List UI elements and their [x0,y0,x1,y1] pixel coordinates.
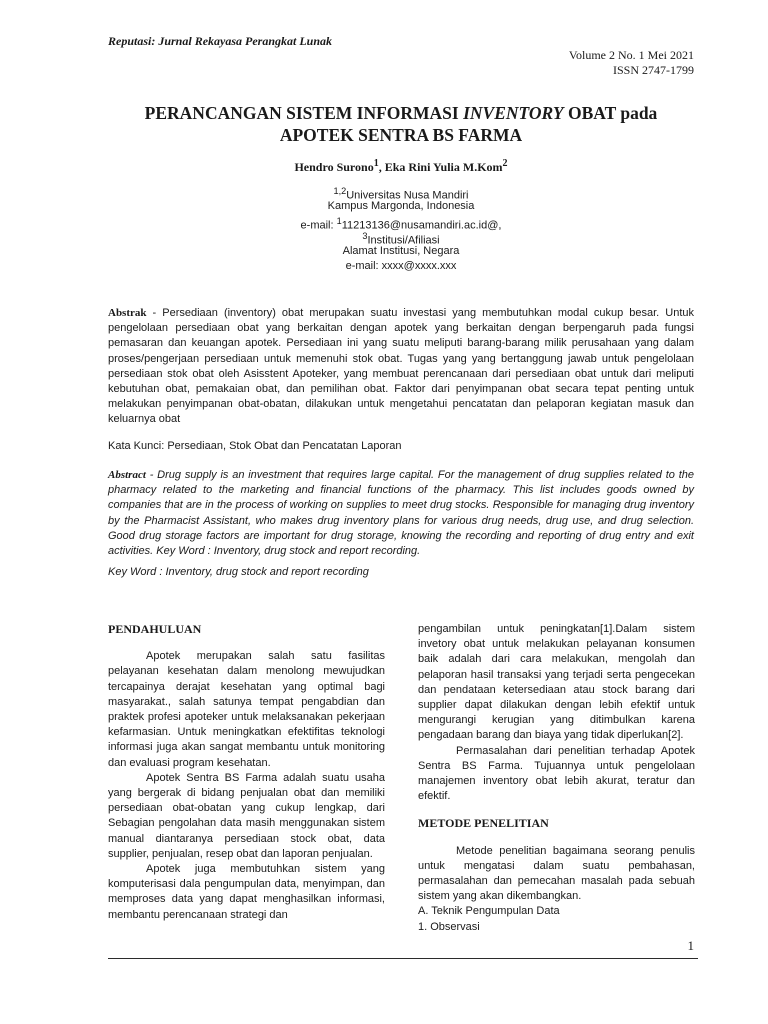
affil-campus: Kampus Margonda, Indonesia [327,200,475,212]
abstract-indonesian [108,306,694,428]
author-1-sup: 1 [373,158,379,169]
abstract-en-label: Abstract [108,469,146,481]
author-1: Hendro Surono [294,160,374,174]
keywords-english: Key Word : Inventory, drug stock and report recording [108,566,369,578]
abstract-text: - Persediaan (inventory) obat merupakan suatu investasi yang membutuhkan modal cukup besar. Untuk pengelolaan persediaan obat yang berkaitan dengan apotek yang berkaitan dengan berpengaruh pada fungsi pemasaran dan keuangan apotek. Persediaan ini yang suatu meliputi barang-barang milik perusahaan yang dalam proses/pengerjaan persediaan untuk memenuhi stok obat. Tugas yang yang bertanggung jawab untuk pengelolaan persediaan stok obat oleh Asisstent Apoteker, yang membuat perencanaan dari persediaan obat untuk dari meliputi kebutuhan obat, pemakaian obat, dan pemilihan obat. Faktor dari penyimpanan obat secara tepat penting untuk melakukan penyimpanan obat-obatan, dilakukan untuk mengetahui pencatatan dan pelaporan kegiatan masuk dan keluarnya obat [108,307,694,426]
page-number: 1 [687,938,694,953]
title-italic: INVENTORY [463,103,564,123]
affil-univ: Universitas Nusa Mandiri [346,189,469,202]
author-list [108,158,694,175]
affil-sup-3: 3 [362,231,368,241]
section-heading-metode: METODE PENELITIAN [418,816,549,831]
author-2: Eka Rini Yulia M.Kom [384,160,503,174]
paragraph: pengambilan untuk peningkatan[1].Dalam sistem invetory obat untuk melakukan pelayanan konsumen baik adalah dari cara melakukan, mengolah dan pelaporan hasil transaksi yang terjadi serta pengecekan dan pendataan ketersediaan atau stock barang dari supplier dapat dilakukan dengan lebih efektif untuk mengurangi kerugian yang ditimbulkan karena pengadaan barang dan biaya yang tidak diperlukan[2]. [418,623,695,742]
right-column [418,622,695,935]
affil-email-2: e-mail: xxxx@xxxx.xxx [345,260,457,272]
list-item: 1. Observasi [418,920,480,933]
paragraph: Apotek juga membutuhkan sistem yang komputerisasi dala pengumpulan data, menyimpan, dan memproses data yang dapat menghasilkan informasi, membantu perencanaan strategi dan [108,863,385,921]
author-separator: , [378,160,385,174]
left-column [108,622,385,923]
affil-email-label: e-mail: [300,219,337,232]
title-line2: APOTEK SENTRA BS FARMA [279,125,523,145]
list-item: A. Teknik Pengumpulan Data [418,905,560,918]
paragraph: Metode penelitian bagaimana seorang penulis untuk mengatasi dalam suatu pembahasan, permasalahan dan pemecahan masalah pada sebuah sistem yang akan dikembangkan. [418,844,695,903]
journal-name: Reputasi: Jurnal Rekayasa Perangkat Lunak [108,34,333,48]
paragraph: Apotek merupakan salah satu fasilitas pelayanan kesehatan dalam menolong mewujudkan tercapainya derajat kesehatan yang optimal bagi masyarakat., salah satunya tempat pengabdian dan praktek profesi apoteker untuk melaksanakan pekerjaan kefarmasian. Untuk meningkatkan efektifitas teknologi informasi juga akan sangat membantu untuk monitoring dan evaluasi program kesehatan. [108,650,385,769]
title-part2: OBAT pada [563,103,658,123]
author-2-sup: 2 [502,158,508,169]
footer-rule [108,958,698,959]
affil-email-sup: 1 [336,216,342,226]
section-heading-pendahuluan: PENDAHULUAN [108,622,202,636]
abstract-en-text: - Drug supply is an investment that requires large capital. For the management of drug supplies related to the pharmacy related to the marketing and financial functions of the pharmacy. This list includes goods owned by companies that are in the process of working on supplies to meet drug stocks. Responsible for managing drug inventory by the Pharmacist Assistant, who makes drug inventory plans for various drug needs, drug use, and drug selection. Good drug storage factors are important for drug storage, knowing the recording and reporting of drug entry and exit activities. Key Word : Inventory, drug stock and report recording. [108,469,694,558]
abstract-english [108,468,694,559]
affil-email-1: 11213136@nusamandiri.ac.id@, [341,219,502,232]
title-part1: PERANCANGAN SISTEM INFORMASI [144,103,464,123]
affil-sup-12: 1,2 [333,186,347,196]
keywords-indonesian: Kata Kunci: Persediaan, Stok Obat dan Pencatatan Laporan [108,440,402,452]
affil-institute: Institusi/Afiliasi [367,234,440,247]
paper-title [108,102,694,146]
affiliation-block [108,184,694,274]
paragraph: Permasalahan dari penelitian terhadap Apotek Sentra BS Farma. Tujuannya untuk pengelolaan manajemen inventory obat lebih akurat, teratur dan efektif. [418,744,695,803]
affil-address: Alamat Institusi, Negara [342,245,460,257]
abstract-label: Abstrak [108,307,147,319]
issn-info: ISSN 2747-1799 [612,63,694,77]
paragraph: Apotek Sentra BS Farma adalah suatu usaha yang bergerak di bidang penjualan obat dan memiliki persediaan obat-obatan yang cukup lengkap, dari Sebagian pengolahan data masih menggunakan sistem manual diantaranya persediaan stock obat, data supplier, penjualan, resep obat dan laporan penjualan. [108,771,385,860]
volume-info: Volume 2 No. 1 Mei 2021 [568,48,694,62]
